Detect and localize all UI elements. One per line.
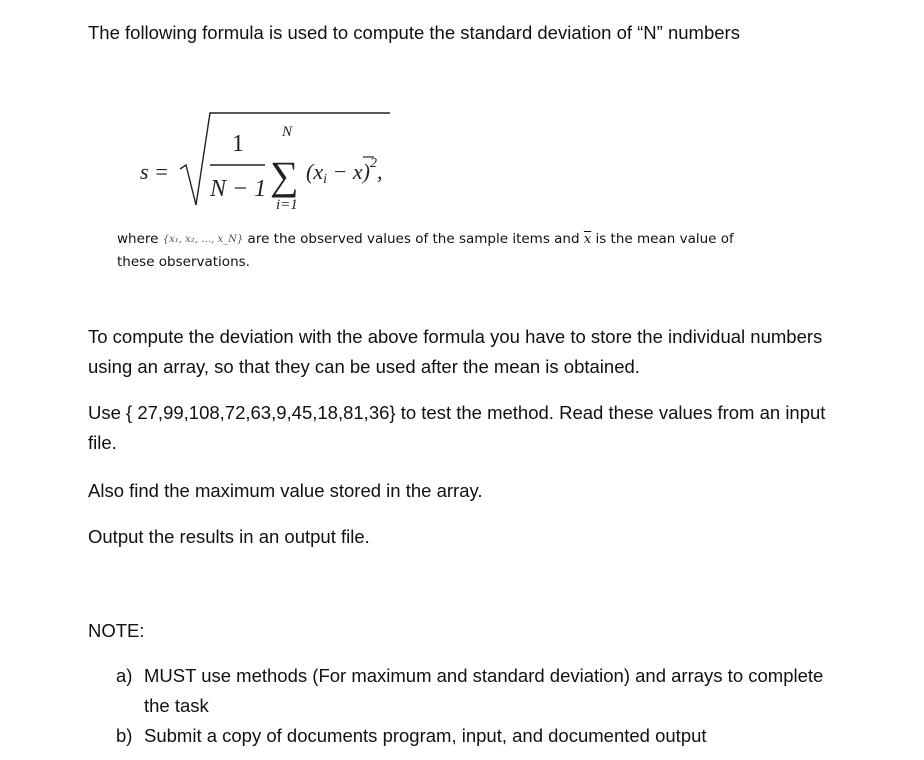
- caption-mid: are the observed values of the sample items and: [247, 231, 580, 247]
- paragraph-array-storage: To compute the deviation with the above formula you have to store the individual numbers using an array, so that they can be used after the mean is obtained.: [88, 326, 823, 377]
- caption-where: where: [117, 231, 159, 247]
- formula-denominator: N − 1: [210, 176, 267, 202]
- sum-symbol: ∑: [270, 153, 299, 198]
- list-item-text: MUST use methods (For maximum and standard deviation) and arrays to complete the task: [144, 665, 824, 716]
- paragraph-maximum: Also find the maximum value stored in the array.: [88, 480, 483, 501]
- list-item: [116, 721, 836, 751]
- caption-line2: these observations.: [117, 254, 250, 270]
- formula-term: (xi − x)$^2$,: [306, 156, 383, 187]
- formula-caption: [117, 228, 817, 273]
- caption-set: {x₁, x₂, …, x_N}: [162, 234, 244, 245]
- caption-xbar: $\overline{x}$: [583, 232, 592, 247]
- sum-lower-limit: i=1: [276, 197, 298, 213]
- caption-end: is the mean value of: [595, 231, 734, 247]
- sum-upper-limit: N: [282, 124, 293, 140]
- list-item: [116, 661, 836, 721]
- list-item-text: Submit a copy of documents program, input, and documented output: [144, 725, 707, 746]
- list-marker: b): [116, 725, 133, 746]
- note-heading: NOTE:: [88, 620, 145, 641]
- formula-lhs: s =: [140, 159, 169, 184]
- paragraph-test-values: Use { 27,99,108,72,63,9,45,18,81,36} to test the method. Read these values from an input file.: [88, 402, 826, 453]
- list-marker: a): [116, 665, 133, 686]
- note-list: [116, 661, 836, 751]
- formula-numerator: 1: [232, 131, 244, 157]
- std-dev-formula: [140, 105, 440, 215]
- intro-text: The following formula is used to compute the standard deviation of “N” numbers: [88, 22, 740, 43]
- paragraph-output: Output the results in an output file.: [88, 526, 370, 547]
